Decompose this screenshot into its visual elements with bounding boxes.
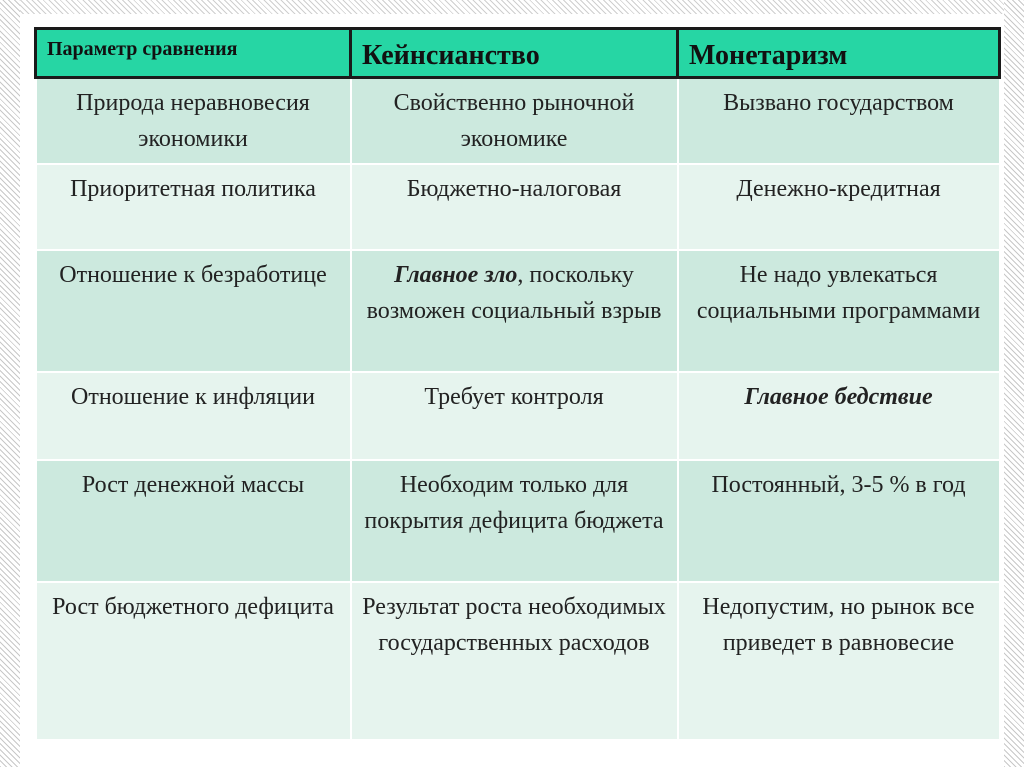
cell-param: Приоритетная политика: [36, 164, 351, 250]
cell-monet: Вызвано государством: [678, 78, 1000, 165]
table-row: [36, 250, 1000, 372]
emphasis-text: Главное бедствие: [744, 384, 933, 410]
header-monetarism: Монетаризм: [678, 29, 1000, 78]
table-header-row: [36, 29, 1000, 78]
cell-monet: Недопустим, но рынок все приведет в равновесие: [678, 582, 1000, 740]
cell-text: , поскольку возможен социальный взрыв: [366, 262, 662, 324]
cell-keynes: [351, 250, 678, 372]
cell-monet: [678, 372, 1000, 460]
cell-keynes: Свойственно рыночной экономике: [351, 78, 678, 165]
header-parameter: Параметр сравнения: [36, 29, 351, 78]
cell-keynes: Результат роста необходимых государственных расходов: [351, 582, 678, 740]
cell-monet: Денежно-кредитная: [678, 164, 1000, 250]
table-row: [36, 372, 1000, 460]
decorative-hatch-right: [1004, 0, 1024, 767]
cell-keynes: Требует контроля: [351, 372, 678, 460]
table-row: [36, 460, 1000, 582]
cell-keynes: Необходим только для покрытия дефицита бюджета: [351, 460, 678, 582]
comparison-table: [34, 27, 1001, 741]
table-row: [36, 164, 1000, 250]
cell-param: Рост бюджетного дефицита: [36, 582, 351, 740]
header-keynesianism: Кейнсианство: [351, 29, 678, 78]
cell-param: Природа неравновесия экономики: [36, 78, 351, 165]
cell-monet: Постоянный, 3-5 % в год: [678, 460, 1000, 582]
cell-keynes: Бюджетно-налоговая: [351, 164, 678, 250]
table-row: [36, 78, 1000, 165]
cell-param: Рост денежной массы: [36, 460, 351, 582]
decorative-hatch-left: [0, 0, 20, 767]
emphasis-text: Главное зло: [394, 262, 518, 288]
cell-monet: Не надо увлекаться социальными программами: [678, 250, 1000, 372]
table-row: [36, 582, 1000, 740]
cell-param: Отношение к инфляции: [36, 372, 351, 460]
decorative-hatch-top: [0, 0, 1024, 14]
cell-param: Отношение к безработице: [36, 250, 351, 372]
